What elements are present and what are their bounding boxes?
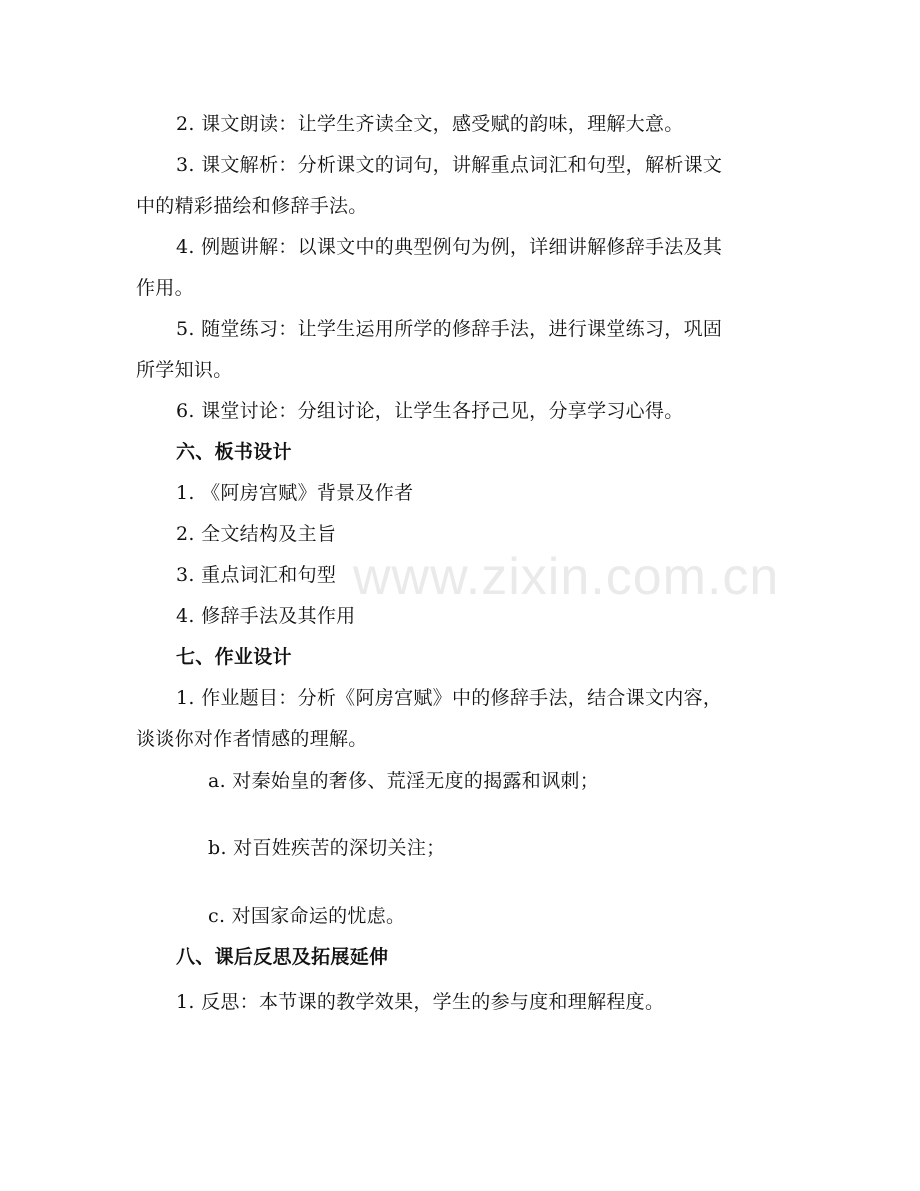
section-heading-reflection: 八、课后反思及拓展延伸 bbox=[176, 946, 389, 968]
homework-item-line2: 谈谈你对作者情感的理解。 bbox=[136, 728, 368, 750]
paragraph-analysis-line1: 3. 课文解析：分析课文的词句，讲解重点词汇和句型，解析课文 bbox=[176, 154, 723, 176]
paragraph-practice-line2: 所学知识。 bbox=[136, 359, 233, 381]
paragraph-reading: 2. 课文朗读：让学生齐读全文，感受赋的韵味，理解大意。 bbox=[176, 113, 684, 135]
paragraph-example-line1: 4. 例题讲解：以课文中的典型例句为例，详细讲解修辞手法及其 bbox=[176, 236, 723, 258]
reflection-item: 1. 反思：本节课的教学效果，学生的参与度和理解程度。 bbox=[176, 991, 665, 1013]
section-heading-board-design: 六、板书设计 bbox=[176, 441, 292, 463]
homework-subitem-b: b. 对百姓疾苦的深切关注； bbox=[208, 837, 446, 859]
section-heading-homework: 七、作业设计 bbox=[176, 646, 292, 668]
paragraph-practice-line1: 5. 随堂练习：让学生运用所学的修辞手法，进行课堂练习，巩固 bbox=[176, 318, 723, 340]
paragraph-discussion: 6. 课堂讨论：分组讨论，让学生各抒己见，分享学习心得。 bbox=[176, 400, 684, 422]
paragraph-example-line2: 作用。 bbox=[136, 277, 194, 299]
homework-item-line1: 1. 作业题目：分析《阿房宫赋》中的修辞手法，结合课文内容， bbox=[176, 687, 723, 709]
list-item: 1. 《阿房宫赋》背景及作者 bbox=[176, 482, 414, 504]
homework-subitem-c: c. 对国家命运的忧虑。 bbox=[208, 905, 406, 927]
homework-subitem-a: a. 对秦始皇的奢侈、荒淫无度的揭露和讽刺； bbox=[208, 770, 600, 792]
list-item: 4. 修辞手法及其作用 bbox=[176, 605, 356, 627]
list-item: 3. 重点词汇和句型 bbox=[176, 564, 337, 586]
watermark: www.zixin.com.cn bbox=[353, 548, 780, 606]
list-item: 2. 全文结构及主旨 bbox=[176, 523, 337, 545]
paragraph-analysis-line2: 中的精彩描绘和修辞手法。 bbox=[136, 195, 368, 217]
